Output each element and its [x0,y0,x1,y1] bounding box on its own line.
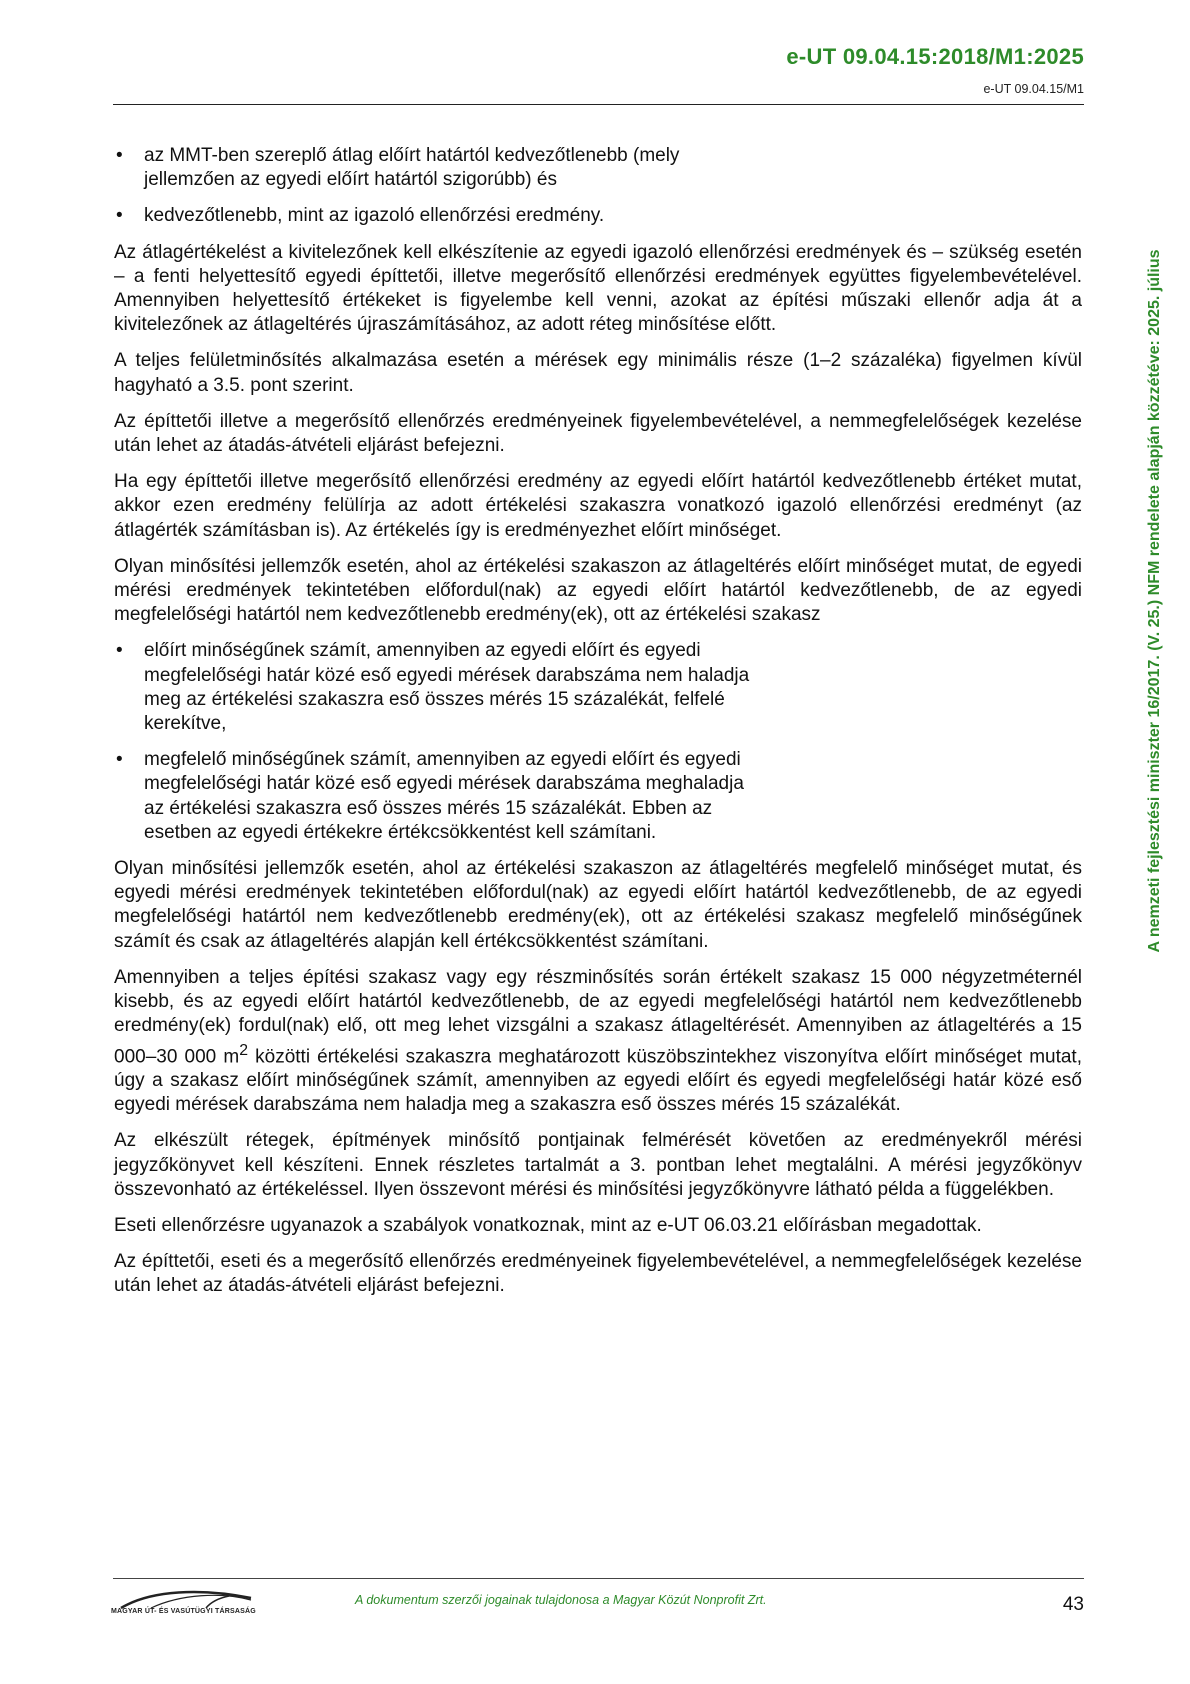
list-item: • megfelelő minőségűnek számít, amennyiben az egyedi előírt és egyedi megfelelőségi határ közé eső egyedi mérések darabszáma meghaladja az értékelési szakaszra eső összes mérés 15 százalékát. Ebben az esetben az egyedi értékekre értékcsökkentést kell számítani. [116,749,744,843]
society-logo [111,1586,261,1622]
paragraph: Olyan minősítési jellemzők esetén, ahol az értékelési szakaszon az átlageltérés megfelelő minőséget mutat, és egyedi mérési eredmények tekintetében előfordul(nak) az egyedi előírt határtól kedvezőtlenebb, de az egyedi megfelelőségi határtól nem kedvezőtlenebb eredmény(ek), ott az értékelési szakasz megfelelő minőségűnek számít és csak az átlageltérés alapján kell értékcsökkentést számítani. [114,858,1082,952]
page-body [114,144,1082,1311]
logo-label: MAGYAR ÚT- ÉS VASÚTÜGYI TÁRSASÁG [111,1608,256,1615]
list-item: • előírt minőségűnek számít, amennyiben az egyedi előírt és egyedi megfelelőségi határ közé eső egyedi mérések darabszáma nem haladja meg az értékelési szakaszra eső összes mérés 15 százalékát, felfelé kerekítve, [116,640,750,735]
list-item: • az MMT-ben szereplő átlag előírt határtól kedvezőtlenebb (mely jellemzően az egyedi előírt határtól szigorúbb) és [116,145,680,191]
publication-side-note [1141,158,1169,1043]
paragraph-area-threshold: Amennyiben a teljes építési szakasz vagy egy részminősítés során értékelt szakasz 15 000 négyzetméternél kisebb, és az egyedi előírt határtól kedvezőtlenebb, de az egyedi megfelelőségi határtól nem kedvezőtlenebb eredmény(ek) fordul(nak) elő, ott meg lehet vizsgálni a szakasz átlageltérését. Amennyiben az átlageltérés a 15 000–30 000 $m^2$ közötti értékelési szakaszra meghatározott küszöbszintekhez viszonyítva előírt minőséget mutat, úgy a szakasz előírt minőségűnek számít, amennyiben az egyedi előírt és egyedi megfelelőségi határ közé eső egyedi mérések darabszáma nem haladja meg a szakaszra eső összes mérés 15 százalékát. [114,966,1082,1116]
footer-divider [113,1578,1084,1579]
paragraph: Eseti ellenőrzésre ugyanazok a szabályok vonatkoznak, mint az e-UT 06.03.21 előírásban megadottak. [114,1215,982,1237]
copyright-notice: A dokumentum szerzői jogainak tulajdonosa a Magyar Közút Nonprofit Zrt. [355,1593,767,1607]
paragraph: Az átlagértékelést a kivitelezőnek kell elkészítenie az egyedi igazoló ellenőrzési eredmények és – szükség esetén – a fenti helyettesítő egyedi építtetői, illetve megerősítő ellenőrzési eredmények együttes figyelembevételével. Amennyiben helyettesítő értékeket is figyelembe kell venni, azokat az építési műszaki ellenőr adja át a kivitelezőnek az átlageltérés újraszámításához, az adott réteg minősítése előtt. [114,241,1082,336]
paragraph: A teljes felületminősítés alkalmazása esetén a mérések egy minimális része (1–2 százaléka) figyelmen kívül hagyható a 3.5. pont szerint. [114,350,1082,396]
bullet-icon: • [116,145,123,166]
document-code: e-UT 09.04.15:2018/M1:2025 [786,44,1084,69]
paragraph: Az elkészült rétegek, építmények minősítő pontjainak felmérését követően az eredményekről mérési jegyzőkönyvet kell készíteni. Ennek részletes tartalmát a 3. pontban lehet megtalálni. A mérési jegyzőkönyv összevonható az értékeléssel. Ilyen összevont mérési és minősítési jegyzőkönyvre látható példa a függelékben. [114,1130,1082,1200]
bullet-icon: • [116,640,123,662]
list-item: • kedvezőtlenebb, mint az igazoló ellenőrzési eredmény. [114,204,1082,228]
header-divider [113,104,1084,105]
bullet-list-mid [114,639,1082,845]
document-code-short: e-UT 09.04.15/M1 [983,82,1084,96]
side-note-text: A nemzeti fejlesztési miniszter 16/2017. (V. 25.) NFM rendelete alapján közzétéve: 2025. július [1146,248,1163,953]
paragraph: Olyan minősítési jellemzők esetén, ahol az értékelési szakaszon az átlageltérés előírt minőséget mutat, de egyedi mérési eredmények tekintetében előfordul(nak) az egyedi előírt határtól kedvezőtlenebb, de az egyedi megfelelőségi határtól nem kedvezőtlenebb eredmény(ek), ott az értékelési szakasz [114,555,1082,626]
bullet-icon: • [116,205,123,227]
bullet-icon: • [116,749,123,771]
paragraph: Ha egy építtetői illetve megerősítő ellenőrzési eredmény az egyedi előírt határtól kedvezőtlenebb értéket mutat, akkor ezen eredmény felülírja az adott értékelési szakaszra vonatkozó igazoló ellenőrzési eredményt (az átlagérték számításban is). Az értékelés így is eredményezhet előírt minőséget. [114,471,1082,541]
paragraph: Az építtetői, eseti és a megerősítő ellenőrzés eredményeinek figyelembevételével, a nemmegfelelőségek kezelése után lehet az átadás-átvételi eljárást befejezni. [114,1251,1082,1297]
page-number: 43 [1062,1594,1084,1615]
bullet-list-top [114,144,1082,229]
paragraph: Az építtetői illetve a megerősítő ellenőrzés eredményeinek figyelembevételével, a nemmegfelelőségek kezelése után lehet az átadás-átvételi eljárást befejezni. [114,410,1082,457]
